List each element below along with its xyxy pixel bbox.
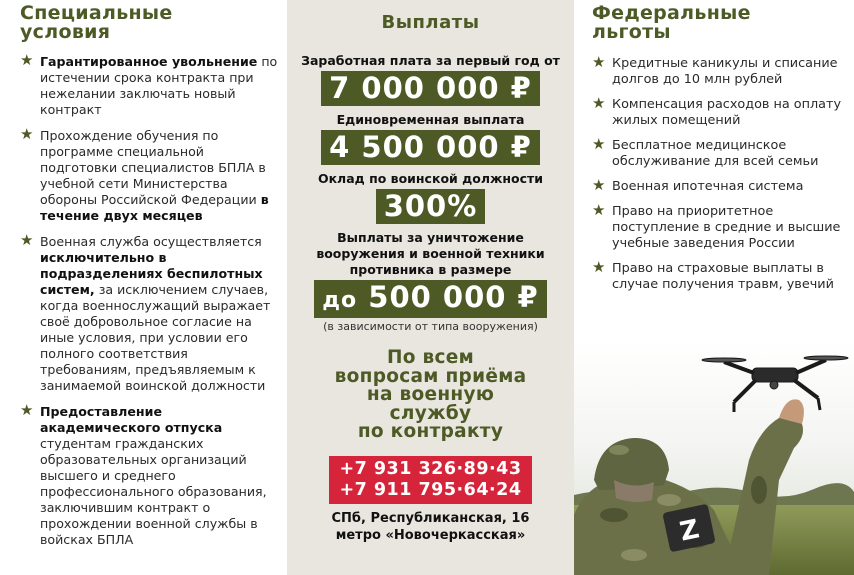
item-text: Право на приоритетное поступление в средние и высшие учебные заведения России [612,204,841,251]
item-bold-text: Гарантированное увольнение [40,54,258,69]
address-line: СПб, Республиканская, 16 [331,510,530,526]
value-amount: 500 000 ₽ [368,280,539,314]
address-line: метро «Новочеркасская» [335,527,526,543]
item-text: Прохождение обучения по программе специальной подготовки специалистов БПЛА в учебной сети Министерства обороны Российской Федерации [40,128,266,207]
item-text: Военная служба осуществляется [40,234,262,249]
star-icon: ★ [20,51,34,69]
star-icon: ★ [20,231,34,249]
star-icon: ★ [20,125,34,143]
phone-number[interactable]: +7 911 795·64·24 [339,479,522,500]
star-icon: ★ [592,135,606,153]
list-item [592,53,846,88]
item-text: по истечении срока контракта при нежелании заключать новый контракт [40,54,278,117]
item-bold-text: в течение двух месяцев [40,192,269,223]
item-text: Компенсация расходов на оплату жилых помещений [612,97,842,128]
salary-label: Заработная плата за первый год от [301,53,560,68]
recruitment-callout [287,349,574,442]
position-salary-value: 300% [376,189,486,224]
item-text: студентам гражданских образовательных организаций высшего и среднего профессионального образования, заключившим контракт о прохождении военной службы в войсках БПЛА [40,436,267,547]
list-item [592,258,846,293]
star-icon: ★ [20,401,34,419]
patch-letter: Z [677,514,702,548]
soldier-drone-photo [574,340,854,575]
item-text: Право на страховые выплаты в случае получения травм, увечий [612,261,834,292]
list-item [592,94,846,129]
title-line: условия [20,21,111,43]
title-line: Специальные [20,2,173,24]
phone-number[interactable]: +7 931 326·89·43 [339,458,522,479]
star-icon: ★ [592,94,606,112]
star-icon: ★ [592,258,606,276]
callout-line: По всем [386,347,475,368]
federal-benefits-list [592,53,846,293]
list-item [20,401,278,548]
item-text: Кредитные каникулы и списание долгов до 10 млн рублей [612,56,838,87]
destruction-payment-note: (в зависимости от типа вооружения) [323,320,538,333]
destruction-payment-value [314,280,546,318]
soldier-drone-illustration [574,340,854,575]
callout-line: вопросам приёма [334,365,527,387]
list-item [592,135,846,170]
special-conditions-column [0,0,286,575]
callout-line: по контракту [357,421,504,442]
star-icon: ★ [592,176,606,194]
special-conditions-list [20,51,278,548]
item-bold-text: исключительно в подразделениях беспилотных систем, [40,250,263,297]
address [287,510,574,544]
callout-line: на военную [366,384,495,405]
star-icon: ★ [592,53,606,71]
salary-value: 7 000 000 ₽ [321,71,540,106]
phone-numbers-box [329,456,531,504]
list-item [592,176,846,195]
item-text: за исключением случаев, когда военнослужащий выражает своё добровольное согласие на иные условия, при условии его полного соответствия требованиям, предъявляемым к занимаемой воинской должности [40,282,271,393]
item-text: Военная ипотечная система [612,179,804,194]
item-text: Бесплатное медицинское обслуживание для всей семьи [612,138,819,169]
value-prefix: до [322,288,358,313]
payments-title: Выплаты [381,12,480,33]
list-item [20,231,278,394]
callout-line: службу [389,402,472,424]
list-item [592,201,846,252]
lump-sum-value: 4 500 000 ₽ [321,130,540,165]
list-item [20,125,278,224]
federal-benefits-title [592,4,846,42]
position-salary-label: Оклад по воинской должности [317,171,544,186]
list-item [20,51,278,118]
lump-sum-label: Единовременная выплата [336,112,525,127]
title-line: льготы [592,21,671,43]
title-line: Федеральные [592,2,751,24]
payments-column [287,0,574,575]
item-bold-text: Предоставление академического отпуска [40,404,223,435]
star-icon: ★ [592,201,606,219]
destruction-payment-label: Выплаты за уничтожение вооружения и военной техники противника в размере [316,230,545,277]
special-conditions-title [20,4,278,42]
